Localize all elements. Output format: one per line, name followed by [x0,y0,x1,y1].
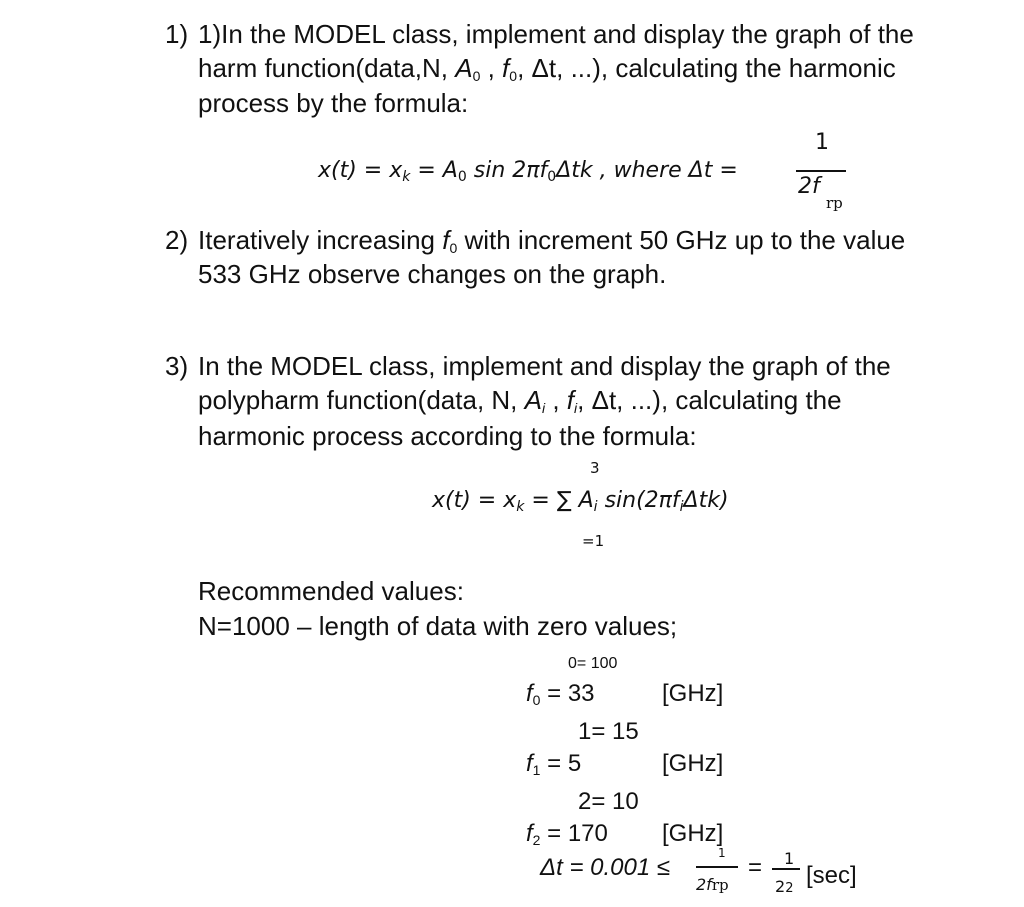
value-f0-unit: [GHz] [662,680,724,707]
value-dt-frac1-numerator: 1 [718,846,726,860]
value-dt-frac2-numerator: 1 [784,849,795,868]
value-f1-unit: [GHz] [662,750,724,777]
value-dt-unit: [sec] [806,862,857,889]
formula-1-fraction-denominator-subscript: rp [826,194,843,212]
formula-1: $x(t) = x_k = A_0$ $\sin 2\pi f_0\Delta tk$ , where Δt = [318,158,738,185]
recommended-n-line: N=1000 – length of data with zero values; [198,611,678,641]
item-3-line-2: polypharm function(data, N, $A_i$ , $f_i$, Δt, ...), calculating the [198,385,842,416]
value-f2: $f_2 = 170$ [526,820,608,848]
item-3-line-3: harmonic process according to the formula: [198,421,697,451]
value-f0: $f_0 = 33$ [526,680,595,708]
item-1-line-3: process by the formula: [198,88,469,118]
value-a0: 0= 100 [568,655,618,672]
item-1-line-2: harm function(data,N, $A_0$ , $f_0$, Δt, ...), calculating the harmonic [198,53,896,84]
item-3-line-1: In the MODEL class, implement and display the graph of the [198,351,891,381]
value-dt-frac2-bar [772,868,800,870]
item-2-line-2: 533 GHz observe changes on the graph. [198,259,667,289]
formula-1-fraction-denominator: 2f [798,174,820,199]
value-dt-equals: = [748,854,763,881]
item-3-number: 3) [165,351,189,381]
value-a2: 2= 10 [578,788,639,815]
value-dt-frac1-denominator: 2frp [696,875,729,894]
formula-1-fraction-bar [796,170,846,172]
value-a1: 1= 15 [578,718,639,745]
value-dt-frac1-bar [696,866,738,868]
formula-2-sum-upper-limit: 3 [590,459,600,477]
value-dt-frac2-denominator: 22 [775,877,794,896]
formula-2-sum-lower-limit: =1 [582,532,605,550]
item-2-line-1: Iteratively increasing $f_0$ with increment 50 GHz up to the value [198,225,906,256]
formula-1-fraction-numerator: 1 [815,130,829,155]
item-1-number: 1) [165,19,189,49]
value-f2-unit: [GHz] [662,820,724,847]
item-2-number: 2) [165,225,189,255]
value-f1: $f_1 = 5$ [526,750,582,778]
recommended-title: Recommended values: [198,576,464,606]
item-1-line-1: 1)In the MODEL class, implement and display the graph of the [198,19,914,49]
formula-2: $x(t) = x_k$ = ∑ $A_i$ $\sin(2\pi f_i\Delta tk)$ [432,488,729,515]
value-dt: Δt = 0.001 ≤ [540,854,671,881]
